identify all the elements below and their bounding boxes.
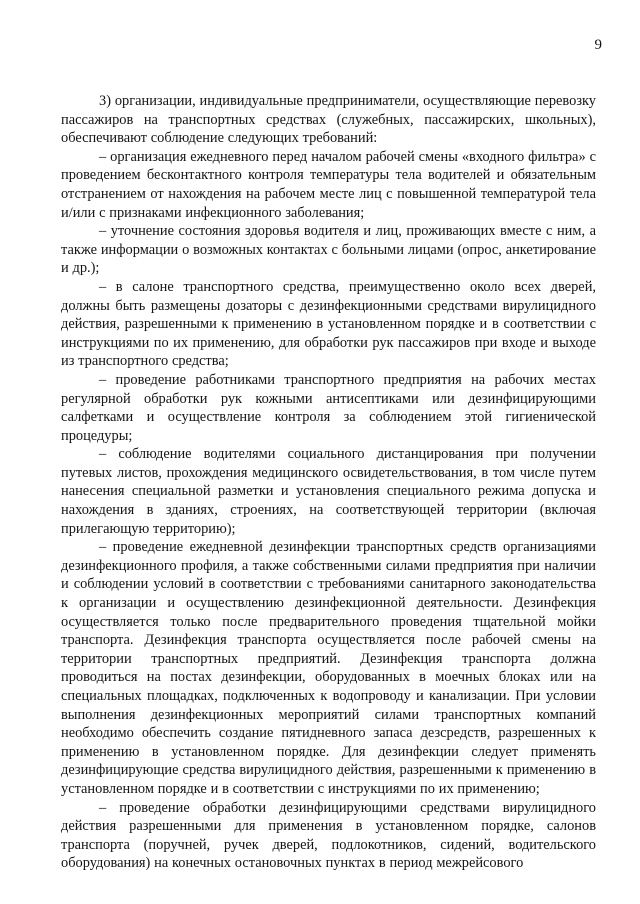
paragraph-entry-filter: – организация ежедневного перед началом рабочей смены «входного фильтра» с проведением бесконтактного контроля температуры тела водителей и обязательным отстранением от нахождения на рабочем месте лиц с повышенной температурой тела и/или с признаками инфекционного заболевания; [61, 148, 596, 221]
paragraph-item-3-organizations: 3) организации, индивидуальные предприниматели, осуществляющие перевозку пассажиров на транспортных средствах (служебных, пассажирских, школьных), обеспечивают соблюдение следующих требований: [61, 93, 596, 147]
paragraph-health-check: – уточнение состояния здоровья водителя и лиц, проживающих вместе с ним, а также информации о возможных контактах с больными лицами (опрос, анкетирование и др.); [61, 223, 596, 277]
paragraph-daily-disinfection: – проведение ежедневной дезинфекции транспортных средств организациями дезинфекционного профиля, а также собственными силами предприятия при наличии и соблюдении условий в соответствии с требованиями санитарного законодательства к организации и осуществлению дезинфекционной деятельности. Дезинфекция осуществляется только после предварительного проведения тщательной мойки транспорта. Дезинфекция транспорта осуществляется после рабочей смены на территории транспортных предприятий. Дезинфекция транспорта должна проводиться на постах дезинфекции, оборудованных в моечных блоках или на специальных площадках, подключенных к водопроводу и канализации. При условии выполнения дезинфекционных мероприятий силами транспортных компаний необходимо обеспечить создание пятидневного запаса дезсредств, разрешенных к применению в установленном порядке. Для дезинфекции следует применять дезинфицирующие средства вирулицидного действия, разрешенными к применению в установленном порядке и в соответствии с инструкциями по их применению; [61, 539, 596, 797]
document-body [61, 92, 596, 873]
paragraph-dispensers: – в салоне транспортного средства, преимущественно около всех дверей, должны быть размещены дозаторы с дезинфекционными средствами вирулицидного действия, разрешенными к применению в установленном порядке и в соответствии с инструкциями по их применению, для обработки рук пассажиров при входе и выходе из транспортного средства; [61, 278, 596, 370]
paragraph-social-distancing: – соблюдение водителями социального дистанцирования при получении путевых листов, прохождения медицинского освидетельствования, в том числе путем нанесения специальной разметки и установления специального режима допуска и нахождения в зданиях, строениях, на соответствующей территории (включая прилегающую территорию); [61, 446, 596, 537]
paragraph-hand-treatment: – проведение работниками транспортного предприятия на рабочих местах регулярной обработки рук кожными антисептиками или дезинфицирующими салфетками и осуществление контроля за соблюдением этой гигиенической процедуры; [61, 371, 596, 444]
paragraph-terminal-stop-treatment: – проведение обработки дезинфицирующими средствами вирулицидного действия разрешенными для применения в установленном порядке, салонов транспорта (поручней, ручек дверей, подлокотников, сидений, водительского оборудования) на конечных остановочных пунктах в период межрейсового [61, 799, 596, 872]
page-number: 9 [594, 37, 602, 53]
